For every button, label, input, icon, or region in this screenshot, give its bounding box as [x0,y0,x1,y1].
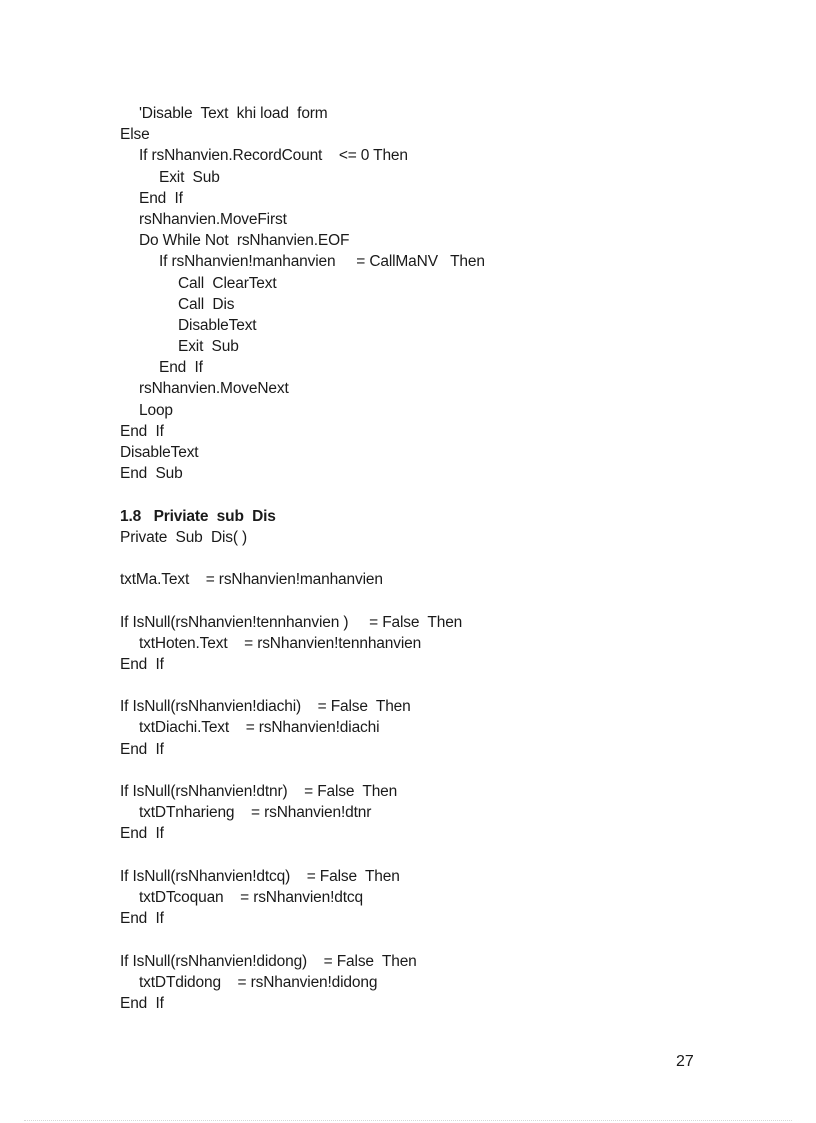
code-line: End If [120,422,164,440]
code-line: If IsNull(rsNhanvien!diachi) = False Then [120,698,411,716]
code-line: If IsNull(rsNhanvien!dtcq) = False Then [120,867,400,885]
code-line: If IsNull(rsNhanvien!tennhanvien ) = False Then [120,613,463,631]
blank-line [120,929,740,950]
blank-line [120,484,740,505]
code-line: txtDTcoquan = rsNhanvien!dtcq [139,888,363,906]
code-line: txtMa.Text = rsNhanvien!manhanvien [120,571,383,589]
code-line: Loop [139,401,173,419]
code-line: txtDTnharieng = rsNhanvien!dtnr [139,804,372,822]
code-line: If rsNhanvien!manhanvien = CallMaNV Then [159,253,485,271]
blank-line [120,760,740,781]
code-line: txtDTdidong = rsNhanvien!didong [139,973,378,991]
code-line: End Sub [120,465,183,483]
code-line: End If [120,655,164,673]
code-line: End If [120,740,164,758]
blank-line [120,845,740,866]
code-line: If IsNull(rsNhanvien!dtnr) = False Then [120,783,398,800]
code-line: rsNhanvien.MoveFirst [139,210,287,228]
code-line: Exit Sub [159,168,220,186]
code-line: Exit Sub [178,338,239,356]
code-line: txtDiachi.Text = rsNhanvien!diachi [139,719,380,737]
code-line: End If [120,994,164,1012]
code-line: If rsNhanvien.RecordCount <= 0 Then [139,147,408,165]
page-bottom-divider [24,1120,792,1121]
code-line: DisableText [120,444,199,461]
code-line: DisableText [178,316,257,334]
code-line: If IsNull(rsNhanvien!didong) = False Then [120,952,417,970]
section-heading: 1.8 Priviate sub Dis [120,507,276,525]
code-line: Else [120,126,150,144]
code-line: End If [139,189,183,207]
code-line: txtHoten.Text = rsNhanvien!tennhanvien [139,634,422,652]
code-line: Call ClearText [178,274,277,292]
code-line: Do While Not rsNhanvien.EOF [139,232,350,250]
code-line: End If [120,910,164,928]
code-line: Call Dis [178,295,235,313]
blank-line [120,548,740,569]
code-line: 'Disable Text khi load form [139,105,328,122]
blank-line [120,590,740,611]
code-line: Private Sub Dis( ) [120,528,248,546]
code-line: End If [159,359,203,377]
code-line: rsNhanvien.MoveNext [139,380,289,398]
page-number: 27 [676,1053,694,1070]
code-listing [120,103,740,1014]
code-line: End If [120,825,164,843]
blank-line [120,675,740,696]
